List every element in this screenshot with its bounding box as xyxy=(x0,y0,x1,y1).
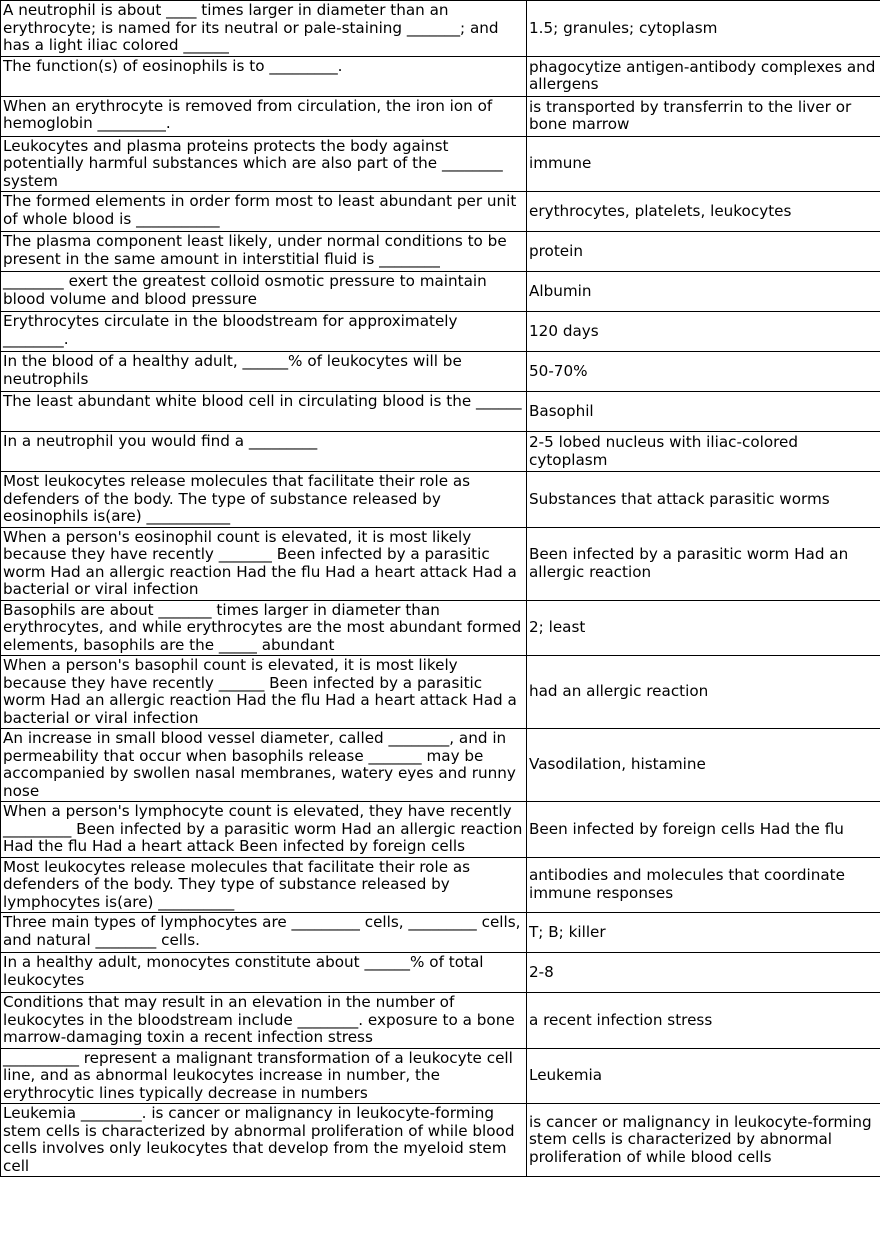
term-cell: Most leukocytes release molecules that facilitate their role as defenders of the body. The type of substance released by eosinophils is(are) ___________ xyxy=(1,472,527,528)
definition-cell: antibodies and molecules that coordinate immune responses xyxy=(527,857,880,913)
table-row xyxy=(1,192,880,232)
term-cell: When an erythrocyte is removed from circulation, the iron ion of hemoglobin _________. xyxy=(1,96,527,136)
definition-cell: Been infected by a parasitic worm Had an allergic reaction xyxy=(527,527,880,600)
definition-cell: Substances that attack parasitic worms xyxy=(527,472,880,528)
table-row xyxy=(1,96,880,136)
term-cell: Erythrocytes circulate in the bloodstream for approximately ________. xyxy=(1,312,527,352)
definition-cell: erythrocytes, platelets, leukocytes xyxy=(527,192,880,232)
table-row xyxy=(1,527,880,600)
term-cell: When a person's lymphocyte count is elevated, they have recently _________ Been infected by a parasitic worm Had an allergic reaction Had the flu Had a heart attack Been infected by foreign cells xyxy=(1,802,527,858)
term-cell: A neutrophil is about ____ times larger in diameter than an erythrocyte; is named for its neutral or pale-staining _______; and has a light iliac colored ______ xyxy=(1,1,527,57)
term-cell: The plasma component least likely, under normal conditions to be present in the same amount in interstitial fluid is ________ xyxy=(1,232,527,272)
definition-cell: Albumin xyxy=(527,272,880,312)
table-row xyxy=(1,1,880,57)
definition-cell: is cancer or malignancy in leukocyte-forming stem cells is characterized by abnormal proliferation of while blood cells xyxy=(527,1104,880,1177)
table-row xyxy=(1,857,880,913)
table-row xyxy=(1,953,880,993)
definition-cell: is transported by transferrin to the liver or bone marrow xyxy=(527,96,880,136)
definition-cell: 1.5; granules; cytoplasm xyxy=(527,1,880,57)
term-cell: __________ represent a malignant transformation of a leukocyte cell line, and as abnormal leukocytes increase in number, the erythrocytic lines typically decrease in numbers xyxy=(1,1048,527,1104)
table-row xyxy=(1,1048,880,1104)
term-cell: In a neutrophil you would find a _________ xyxy=(1,432,527,472)
table-row xyxy=(1,993,880,1049)
term-cell: The function(s) of eosinophils is to _________. xyxy=(1,56,527,96)
table-row xyxy=(1,1104,880,1177)
table-row xyxy=(1,272,880,312)
term-cell: The least abundant white blood cell in circulating blood is the ______ xyxy=(1,392,527,432)
definition-cell: Been infected by foreign cells Had the flu xyxy=(527,802,880,858)
table-row xyxy=(1,352,880,392)
table-row xyxy=(1,600,880,656)
term-cell: The formed elements in order form most to least abundant per unit of whole blood is ___________ xyxy=(1,192,527,232)
definition-cell: protein xyxy=(527,232,880,272)
term-cell: Leukocytes and plasma proteins protects the body against potentially harmful substances which are also part of the ________ system xyxy=(1,136,527,192)
table-row xyxy=(1,913,880,953)
definition-cell: 2-8 xyxy=(527,953,880,993)
table-row xyxy=(1,392,880,432)
term-cell: Leukemia ________. is cancer or malignancy in leukocyte-forming stem cells is characterized by abnormal proliferation of while blood cells involves only leukocytes that develop from the myeloid stem cell xyxy=(1,1104,527,1177)
definition-cell: phagocytize antigen-antibody complexes and allergens xyxy=(527,56,880,96)
table-row xyxy=(1,312,880,352)
definition-cell: Leukemia xyxy=(527,1048,880,1104)
term-cell: ________ exert the greatest colloid osmotic pressure to maintain blood volume and blood pressure xyxy=(1,272,527,312)
definition-cell: Vasodilation, histamine xyxy=(527,729,880,802)
term-cell: Basophils are about _______ times larger in diameter than erythrocytes, and while erythrocytes are the most abundant formed elements, basophils are the _____ abundant xyxy=(1,600,527,656)
term-cell: Three main types of lymphocytes are _________ cells, _________ cells, and natural ________ cells. xyxy=(1,913,527,953)
table-row xyxy=(1,472,880,528)
definition-cell: T; B; killer xyxy=(527,913,880,953)
term-cell: In a healthy adult, monocytes constitute about ______% of total leukocytes xyxy=(1,953,527,993)
table-row xyxy=(1,232,880,272)
definition-cell: 2-5 lobed nucleus with iliac-colored cytoplasm xyxy=(527,432,880,472)
table-row xyxy=(1,656,880,729)
table-row xyxy=(1,432,880,472)
table-row xyxy=(1,56,880,96)
definition-cell: 2; least xyxy=(527,600,880,656)
table-row xyxy=(1,729,880,802)
definition-cell: 50-70% xyxy=(527,352,880,392)
definition-cell: Basophil xyxy=(527,392,880,432)
flashcard-rows xyxy=(1,1,880,1177)
term-cell: Conditions that may result in an elevation in the number of leukocytes in the bloodstream include ________. exposure to a bone marrow-damaging toxin a recent infection stress xyxy=(1,993,527,1049)
term-cell: An increase in small blood vessel diameter, called ________, and in permeability that occur when basophils release _______ may be accompanied by swollen nasal membranes, watery eyes and runny nose xyxy=(1,729,527,802)
definition-cell: had an allergic reaction xyxy=(527,656,880,729)
table-row xyxy=(1,136,880,192)
definition-cell: immune xyxy=(527,136,880,192)
term-cell: When a person's basophil count is elevated, it is most likely because they have recently ______ Been infected by a parasitic worm Had an allergic reaction Had the flu Had a heart attack Had a bacterial or viral infection xyxy=(1,656,527,729)
term-cell: Most leukocytes release molecules that facilitate their role as defenders of the body. They type of substance released by lymphocytes is(are) __________ xyxy=(1,857,527,913)
term-cell: When a person's eosinophil count is elevated, it is most likely because they have recently _______ Been infected by a parasitic worm Had an allergic reaction Had the flu Had a heart attack Had a bacterial or viral infection xyxy=(1,527,527,600)
term-cell: In the blood of a healthy adult, ______% of leukocytes will be neutrophils xyxy=(1,352,527,392)
definition-cell: 120 days xyxy=(527,312,880,352)
table-row xyxy=(1,802,880,858)
definition-cell: a recent infection stress xyxy=(527,993,880,1049)
